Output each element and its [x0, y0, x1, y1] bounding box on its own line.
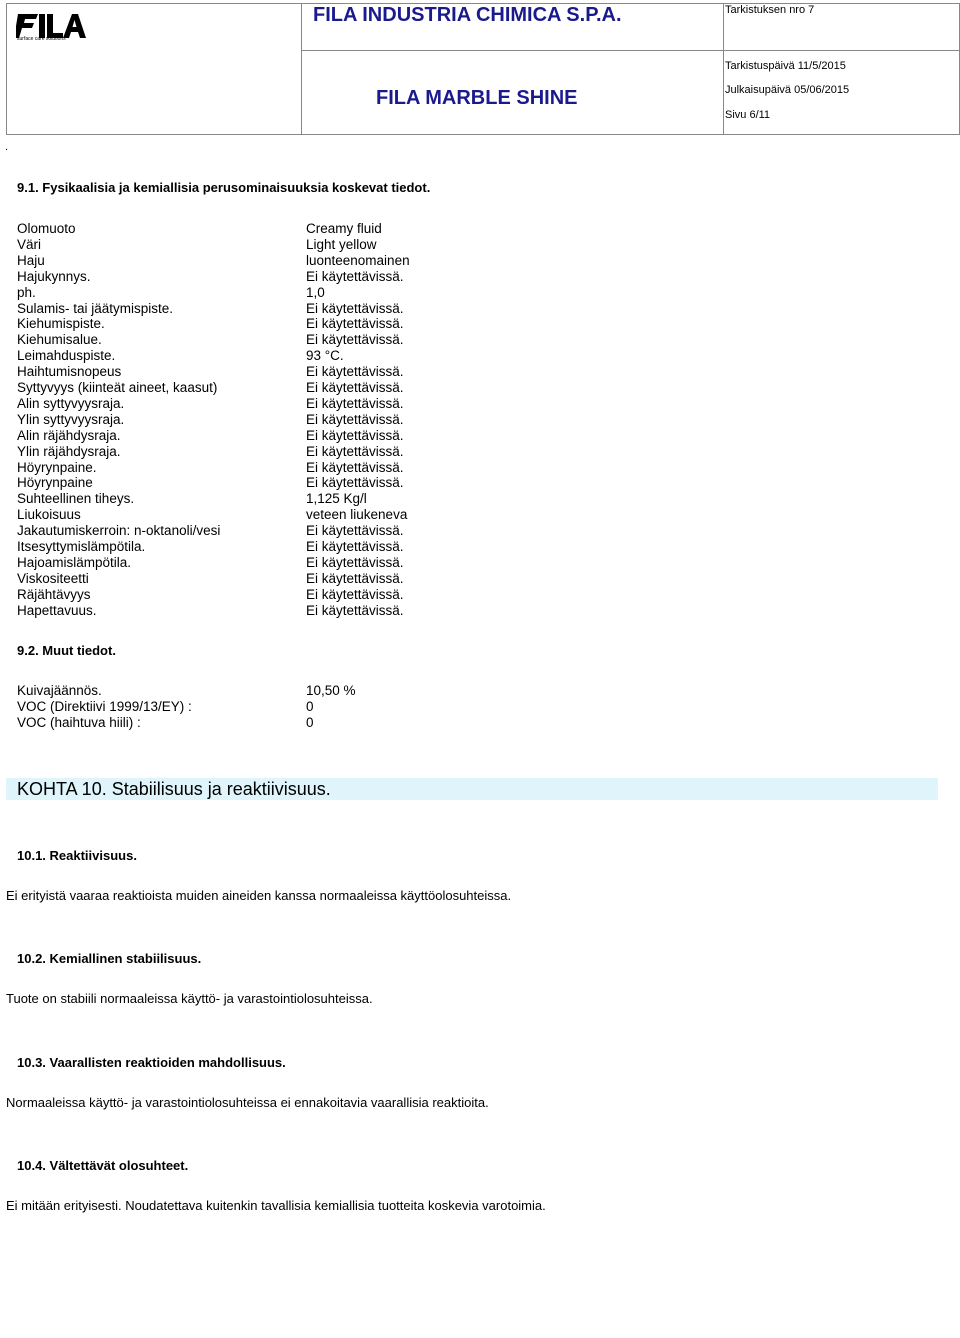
property-value: Ei käytettävissä.: [306, 570, 404, 586]
property-label: Hajoamislämpötila.: [17, 554, 132, 570]
section-10-2-text: Tuote on stabiili normaaleissa käyttö- ja varastointiolosuhteissa.: [6, 991, 373, 1006]
property-value: Ei käytettävissä.: [306, 380, 404, 395]
property-value: Ei käytettävissä.: [306, 459, 404, 475]
property-value: Ei käytettävissä.: [306, 300, 404, 316]
property-value: Ei käytettävissä.: [306, 427, 404, 443]
property-label: Viskositeetti: [17, 570, 89, 586]
property-value: luonteenomainen: [306, 252, 410, 268]
property-value: veteen liukeneva: [306, 507, 408, 523]
other-info-label: VOC (Direktiivi 1999/13/EY) :: [17, 699, 192, 714]
property-value: Light yellow: [306, 236, 377, 252]
property-value: Ei käytettävissä.: [306, 411, 404, 427]
property-label: ph.: [17, 284, 36, 300]
section-9-1-title: 9.1. Fysikaalisia ja kemiallisia perusominaisuuksia koskevat tiedot.: [17, 180, 431, 195]
fila-logo: [16, 10, 88, 50]
other-info-value: 0: [306, 699, 314, 714]
property-label: Olomuoto: [17, 221, 76, 236]
property-value: Ei käytettävissä.: [306, 316, 404, 332]
property-label: Ylin räjähdysraja.: [17, 443, 121, 459]
page-number: Sivu 6/11: [725, 109, 771, 121]
property-value: Ei käytettävissä.: [306, 475, 404, 491]
property-value: Ei käytettävissä.: [306, 268, 404, 284]
section-10-4-title: 10.4. Vältettävät olosuhteet.: [17, 1158, 189, 1173]
property-value: 93 °C.: [306, 348, 344, 364]
logo-tagline: surface care solutions: [17, 36, 66, 42]
property-value: Ei käytettävissä.: [306, 602, 404, 618]
property-value: Ei käytettävissä.: [306, 395, 404, 411]
property-label: Väri: [17, 236, 42, 252]
section-10-1-title: 10.1. Reaktiivisuus.: [17, 848, 137, 863]
section-9-2-title: 9.2. Muut tiedot.: [17, 643, 116, 658]
property-label: Höyrynpaine: [17, 475, 93, 491]
product-name: FILA MARBLE SHINE: [376, 87, 578, 109]
section-10-heading-bar: [6, 778, 938, 800]
property-label: Itsesyttymislämpötila.: [17, 539, 146, 554]
section-10-1-text: Ei erityistä vaaraa reaktioista muiden aineiden kanssa normaaleissa käyttöolosuhteissa.: [6, 888, 512, 903]
property-label: Syttyvyys (kiinteät aineet, kaasut): [17, 380, 218, 395]
other-info-value: 0: [306, 715, 314, 730]
publish-date: Julkaisupäivä 05/06/2015: [725, 84, 850, 96]
property-value: Ei käytettävissä.: [306, 443, 404, 459]
property-label: Liukoisuus: [17, 507, 81, 523]
property-label: Ylin syttyvyysraja.: [17, 411, 125, 427]
property-label: Alin syttyvyysraja.: [17, 395, 125, 411]
section-10-2-title: 10.2. Kemiallinen stabiilisuus.: [17, 951, 202, 966]
other-info-label: VOC (haihtuva hiili) :: [17, 715, 141, 730]
section-10-4-text: Ei mitään erityisesti. Noudatettava kuitenkin tavallisia kemiallisia tuotteita koskevia varotoimia.: [6, 1198, 546, 1213]
property-label: Sulamis- tai jäätymispiste.: [17, 300, 174, 316]
property-label: Jakautumiskerroin: n-oktanoli/vesi: [17, 523, 221, 539]
property-label: Höyrynpaine.: [17, 459, 97, 475]
property-label: Haju: [17, 252, 45, 268]
property-value: 1,0: [306, 284, 325, 300]
property-label: Hajukynnys.: [17, 268, 91, 284]
section-10-3-text: Normaaleissa käyttö- ja varastointiolosuhteissa ei ennakoitavia vaarallisia reaktioita.: [6, 1095, 489, 1110]
property-label: Räjähtävyys: [17, 586, 91, 602]
revision-number: Tarkistuksen nro 7: [725, 4, 815, 16]
other-info-value: 10,50 %: [306, 683, 356, 698]
section-10-3-title: 10.3. Vaarallisten reaktioiden mahdollisuus.: [17, 1055, 286, 1070]
property-label: Kiehumisalue.: [17, 332, 102, 348]
property-value: Ei käytettävissä.: [306, 523, 404, 539]
property-label: Haihtumisnopeus: [17, 364, 122, 380]
property-value: Ei käytettävissä.: [306, 539, 404, 554]
stray-dot: .: [5, 141, 9, 153]
property-value: 1,125 Kg/l: [306, 491, 367, 507]
company-name: FILA INDUSTRIA CHIMICA S.P.A.: [313, 4, 622, 26]
revision-date: Tarkistuspäivä 11/5/2015: [725, 60, 846, 72]
property-label: Suhteellinen tiheys.: [17, 491, 135, 507]
property-value: Ei käytettävissä.: [306, 332, 404, 348]
property-value: Ei käytettävissä.: [306, 586, 404, 602]
section-10-heading: KOHTA 10. Stabiilisuus ja reaktiivisuus.: [17, 779, 331, 799]
property-value: Ei käytettävissä.: [306, 364, 404, 380]
property-label: Leimahduspiste.: [17, 348, 116, 364]
property-label: Kiehumispiste.: [17, 316, 105, 332]
other-info-label: Kuivajäännös.: [17, 683, 102, 698]
property-value: Ei käytettävissä.: [306, 554, 404, 570]
property-value: Creamy fluid: [306, 221, 382, 236]
property-label: Alin räjähdysraja.: [17, 427, 121, 443]
property-label: Hapettavuus.: [17, 602, 97, 618]
